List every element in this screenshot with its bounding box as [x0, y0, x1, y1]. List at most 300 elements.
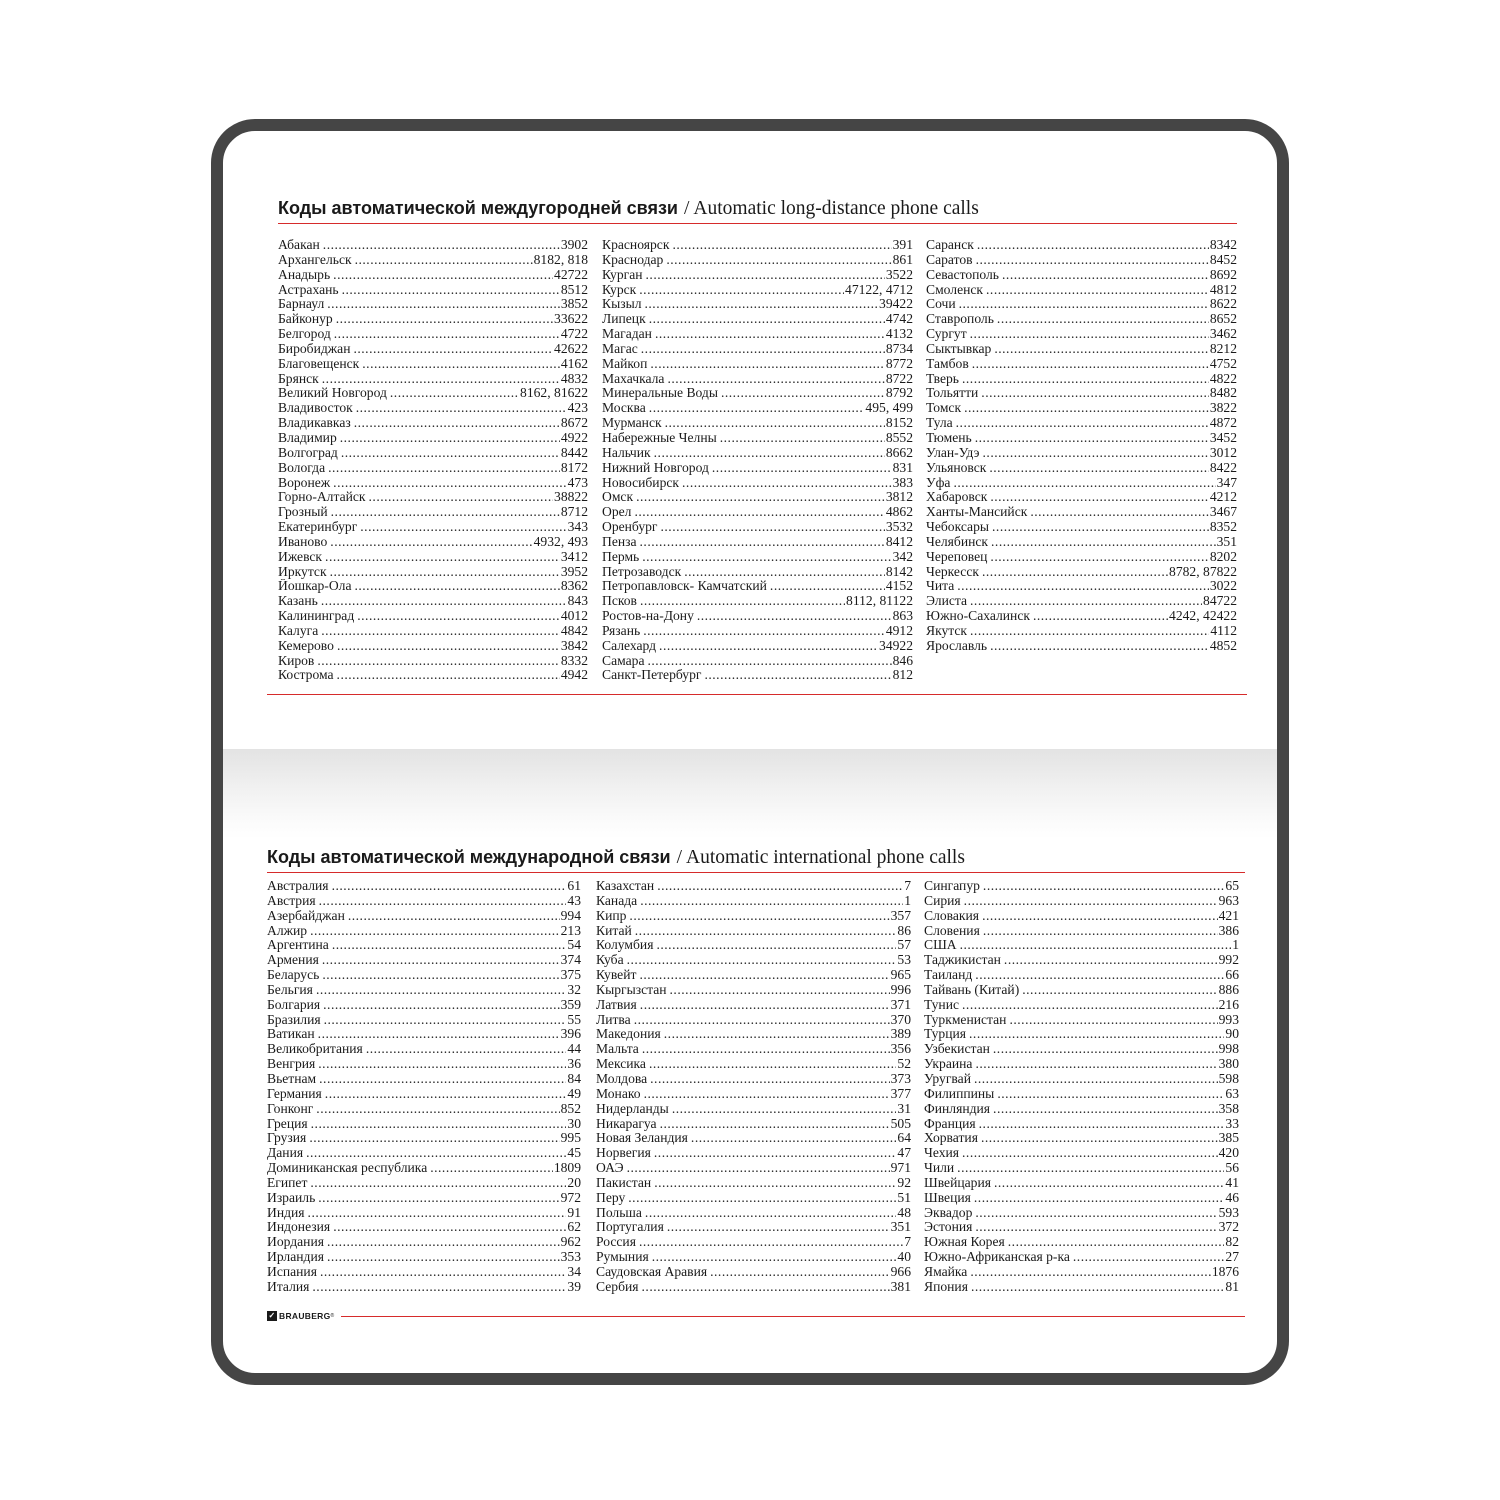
city-code-entry — [602, 312, 913, 327]
city-code-entry — [278, 386, 588, 401]
dialing-code: 962 — [560, 1235, 581, 1250]
dot-leader — [684, 565, 885, 580]
dot-leader — [362, 357, 560, 372]
country-code-entry — [267, 894, 581, 909]
country-code-entry — [596, 1013, 911, 1028]
dialing-code: 57 — [897, 938, 911, 953]
country-code-entry — [267, 983, 581, 998]
dot-leader — [316, 983, 566, 998]
country-name: Словения — [924, 923, 980, 938]
domestic-section-title — [278, 193, 1237, 223]
country-code-entry — [924, 953, 1239, 968]
country-code-entry — [596, 1057, 911, 1072]
dot-leader — [634, 1013, 890, 1028]
dot-leader — [712, 461, 892, 476]
dot-leader — [1009, 1013, 1217, 1028]
city-name: Калуга — [278, 623, 319, 638]
city-code-entry — [602, 490, 913, 505]
dialing-code: 8212 — [1209, 341, 1237, 356]
city-name: Тольятти — [926, 386, 979, 401]
city-code-entry — [278, 476, 588, 491]
dot-leader — [972, 357, 1209, 372]
city-name: Магас — [602, 341, 638, 356]
dialing-code: 381 — [890, 1279, 911, 1294]
country-code-entry — [924, 1191, 1239, 1206]
dot-leader — [309, 1131, 559, 1146]
dialing-code: 4742 — [885, 312, 913, 327]
country-code-entry — [267, 968, 581, 983]
city-code-entry — [278, 327, 588, 342]
city-code-entry — [278, 283, 588, 298]
country-name: Германия — [267, 1086, 322, 1101]
city-code-entry — [278, 639, 588, 654]
country-code-entry — [924, 1176, 1239, 1191]
dialing-code: 31 — [897, 1101, 911, 1116]
dialing-code: 4842 — [560, 623, 588, 638]
dialing-code: 4812 — [1209, 282, 1237, 297]
dialing-code: 4912 — [885, 623, 913, 638]
international-title-rule — [267, 872, 1245, 873]
dot-leader — [330, 565, 560, 580]
title-separator: / — [676, 847, 683, 868]
dialing-code: 3467 — [1209, 505, 1237, 520]
dot-leader — [964, 894, 1218, 909]
city-code-entry — [602, 594, 913, 609]
city-name: Тверь — [926, 371, 959, 386]
country-name: США — [924, 938, 957, 953]
dialing-code: 373 — [890, 1071, 911, 1086]
city-code-entry — [926, 312, 1237, 327]
city-code-entry — [278, 253, 588, 268]
city-code-entry — [926, 550, 1237, 565]
dot-leader — [990, 550, 1208, 565]
dialing-code: 4752 — [1209, 356, 1237, 371]
dot-leader — [975, 1057, 1217, 1072]
dialing-code: 4852 — [1209, 638, 1237, 653]
city-name: Ростов-на-Дону — [602, 609, 694, 624]
country-name: Литва — [596, 1012, 631, 1027]
dialing-code: 852 — [560, 1101, 581, 1116]
dot-leader — [308, 1206, 567, 1221]
city-name: Псков — [602, 594, 637, 609]
city-code-entry — [602, 550, 913, 565]
dot-leader — [997, 1087, 1224, 1102]
dot-leader — [666, 253, 891, 268]
dot-leader — [360, 520, 566, 535]
dot-leader — [627, 953, 897, 968]
dialing-code: 370 — [890, 1012, 911, 1027]
dialing-code: 371 — [890, 997, 911, 1012]
dot-leader — [635, 924, 897, 939]
country-name: Пакистан — [596, 1175, 652, 1190]
city-name: Элиста — [926, 594, 968, 609]
dialing-code: 62 — [567, 1220, 581, 1235]
city-name: Вологда — [278, 460, 326, 475]
country-code-entry — [596, 1027, 911, 1042]
country-name: Израиль — [267, 1190, 316, 1205]
country-code-entry — [596, 1042, 911, 1057]
city-name: Владимир — [278, 430, 337, 445]
city-code-entry — [602, 446, 913, 461]
country-name: Финляндия — [924, 1101, 991, 1116]
dot-leader — [970, 327, 1209, 342]
dot-leader — [321, 594, 567, 609]
dot-leader — [336, 312, 553, 327]
country-name: Южно-Африканская р-ка — [924, 1250, 1070, 1265]
country-name: Южная Корея — [924, 1235, 1005, 1250]
dot-leader — [976, 253, 1209, 268]
dot-leader — [430, 1161, 553, 1176]
dot-leader — [318, 1191, 559, 1206]
country-code-entry — [267, 879, 581, 894]
country-name: Монако — [596, 1086, 641, 1101]
dialing-code: 8552 — [885, 430, 913, 445]
city-name: Сочи — [926, 297, 956, 312]
city-code-entry — [602, 535, 913, 550]
brauberg-logo — [267, 1311, 335, 1321]
city-code-entry — [926, 565, 1237, 580]
dialing-code: 54 — [567, 938, 581, 953]
country-name: Словакия — [924, 908, 980, 923]
city-name: Екатеринбург — [278, 520, 358, 535]
dialing-code: 7 — [904, 879, 911, 893]
dot-leader — [354, 579, 559, 594]
city-code-entry — [278, 268, 588, 283]
country-name: Бразилия — [267, 1012, 321, 1027]
dot-leader — [655, 327, 885, 342]
country-code-entry — [924, 1013, 1239, 1028]
dot-leader — [645, 1206, 896, 1221]
country-code-entry — [267, 909, 581, 924]
dot-leader — [1008, 1235, 1225, 1250]
dot-leader — [323, 998, 559, 1013]
dialing-code: 4212 — [1209, 490, 1237, 505]
dot-leader — [322, 968, 559, 983]
dialing-code: 8652 — [1209, 312, 1237, 327]
dot-leader — [981, 386, 1209, 401]
dot-leader — [330, 535, 532, 550]
dialing-code: 812 — [892, 668, 913, 683]
dot-leader — [337, 668, 560, 683]
footer-rule — [341, 1316, 1246, 1317]
dialing-code: 4872 — [1209, 416, 1237, 431]
country-code-entry — [267, 1042, 581, 1057]
dot-leader — [649, 312, 885, 327]
dot-leader — [650, 1072, 889, 1087]
country-code-entry — [267, 1235, 581, 1250]
city-name: Красноярск — [602, 238, 670, 252]
dialing-code: 213 — [560, 923, 581, 938]
dialing-code: 423 — [567, 401, 588, 416]
dot-leader — [659, 639, 878, 654]
dot-leader — [981, 1131, 1218, 1146]
dialing-code: 90 — [1225, 1027, 1239, 1042]
dialing-code: 8772 — [885, 356, 913, 371]
country-name: Вьетнам — [267, 1071, 317, 1086]
city-name: Пенза — [602, 534, 637, 549]
dialing-code: 971 — [890, 1161, 911, 1176]
dot-leader — [672, 1102, 897, 1117]
dot-leader — [971, 1280, 1224, 1295]
dot-leader — [642, 1280, 890, 1295]
city-code-entry — [926, 342, 1237, 357]
country-name: Филиппины — [924, 1086, 995, 1101]
country-name: Болгария — [267, 997, 321, 1012]
dialing-code: 64 — [897, 1131, 911, 1146]
city-name: Кызыл — [602, 297, 642, 312]
country-code-entry — [924, 1117, 1239, 1132]
city-name: Воронеж — [278, 475, 331, 490]
dialing-code: 4922 — [560, 430, 588, 445]
dot-leader — [318, 1027, 560, 1042]
country-name: Грузия — [267, 1131, 307, 1146]
country-code-entry — [596, 1206, 911, 1221]
dialing-code: 3522 — [885, 267, 913, 282]
city-name: Чебоксары — [926, 520, 990, 535]
country-name: Сирия — [924, 893, 961, 908]
country-code-entry — [267, 1280, 581, 1295]
dialing-code: 375 — [560, 968, 581, 983]
city-name: Пермь — [602, 549, 640, 564]
city-name: Тамбов — [926, 356, 969, 371]
dot-leader — [640, 894, 903, 909]
city-name: Байконур — [278, 312, 333, 327]
city-code-entry — [602, 639, 913, 654]
city-code-entry — [602, 327, 913, 342]
city-code-entry — [602, 372, 913, 387]
dot-leader — [354, 416, 560, 431]
city-name: Минеральные Воды — [602, 386, 718, 401]
dialing-code: 359 — [560, 997, 581, 1012]
dialing-code: 33 — [1225, 1116, 1239, 1131]
dot-leader — [642, 550, 891, 565]
country-code-entry — [596, 894, 911, 909]
dot-leader — [327, 297, 560, 312]
dialing-code: 3452 — [1209, 430, 1237, 445]
dot-leader — [982, 909, 1218, 924]
dot-leader — [975, 1206, 1217, 1221]
dialing-code: 4132 — [885, 327, 913, 342]
city-code-entry — [602, 253, 913, 268]
dot-leader — [704, 668, 891, 683]
country-name: Иордания — [267, 1235, 324, 1250]
city-name: Южно-Сахалинск — [926, 609, 1030, 624]
dot-leader — [969, 1027, 1224, 1042]
dot-leader — [321, 624, 560, 639]
dialing-code: 8662 — [885, 445, 913, 460]
dot-leader — [989, 461, 1208, 476]
dot-leader — [319, 1072, 566, 1087]
dot-leader — [649, 1057, 896, 1072]
city-code-entry — [278, 416, 588, 431]
country-code-entry — [596, 1176, 911, 1191]
dot-leader — [357, 609, 560, 624]
country-code-entry — [267, 1027, 581, 1042]
city-name: Махачкала — [602, 371, 665, 386]
city-name: Брянск — [278, 371, 319, 386]
dialing-code: 51 — [897, 1190, 911, 1205]
dialing-code: 47 — [897, 1146, 911, 1161]
country-name: Тайвань (Китай) — [924, 982, 1020, 997]
dot-leader — [959, 297, 1209, 312]
dot-leader — [661, 520, 885, 535]
dialing-code: 32 — [567, 982, 581, 997]
city-name: Курган — [602, 267, 643, 282]
dialing-code: 8352 — [1209, 520, 1237, 535]
city-name: Белгород — [278, 327, 331, 342]
country-code-entry — [596, 968, 911, 983]
country-code-entry — [924, 1250, 1239, 1265]
dot-leader — [331, 505, 560, 520]
city-code-entry — [278, 431, 588, 446]
country-code-entry — [924, 924, 1239, 939]
country-name: Сингапур — [924, 879, 980, 893]
dialing-code: 8482 — [1209, 386, 1237, 401]
country-name: Беларусь — [267, 968, 320, 983]
dot-leader — [317, 654, 559, 669]
country-code-entry — [596, 1087, 911, 1102]
city-name: Набережные Челны — [602, 430, 717, 445]
dialing-code: 84 — [567, 1071, 581, 1086]
dot-leader — [327, 1235, 560, 1250]
dot-leader — [1002, 268, 1209, 283]
dot-leader — [325, 1087, 567, 1102]
country-code-entry — [924, 998, 1239, 1013]
city-name: Череповец — [926, 549, 988, 564]
city-name: Ульяновск — [926, 460, 987, 475]
dialing-code: 386 — [1218, 923, 1239, 938]
country-name: Уругвай — [924, 1071, 971, 1086]
dialing-code: 996 — [890, 982, 911, 997]
city-name: Астрахань — [278, 282, 339, 297]
city-code-entry — [278, 297, 588, 312]
dot-leader — [664, 1027, 890, 1042]
country-code-entry — [267, 1131, 581, 1146]
dialing-code: 391 — [892, 238, 913, 252]
dot-leader — [356, 401, 567, 416]
country-name: Чехия — [924, 1146, 960, 1161]
city-code-entry — [926, 401, 1237, 416]
dot-leader — [322, 953, 560, 968]
country-name: Канада — [596, 893, 638, 908]
dialing-code: 421 — [1218, 908, 1239, 923]
dialing-code: 1809 — [553, 1161, 581, 1176]
dialing-code: 4152 — [885, 579, 913, 594]
city-name: Сургут — [926, 327, 967, 342]
dot-leader — [642, 1042, 890, 1057]
country-name: Алжир — [267, 923, 308, 938]
registered-mark: ® — [330, 1313, 335, 1319]
city-code-entry — [278, 550, 588, 565]
dialing-code: 8712 — [560, 505, 588, 520]
city-code-entry — [926, 386, 1237, 401]
dialing-code: 383 — [892, 475, 913, 490]
domestic-codes-section — [278, 193, 1237, 683]
dialing-code: 33622 — [554, 312, 588, 327]
dialing-code: 3022 — [1209, 579, 1237, 594]
dot-leader — [348, 909, 560, 924]
dot-leader — [639, 1235, 903, 1250]
country-name: Кувейт — [596, 968, 637, 983]
dot-leader — [654, 446, 885, 461]
city-code-entry — [602, 268, 913, 283]
country-name: Никарагуа — [596, 1116, 657, 1131]
dot-leader — [990, 639, 1209, 654]
dialing-code: 42722 — [554, 267, 588, 282]
dialing-code: 47122, 4712 — [845, 282, 913, 297]
dialing-code: 4862 — [885, 505, 913, 520]
international-column — [924, 879, 1239, 1295]
country-name: Мексика — [596, 1057, 646, 1072]
dialing-code: 593 — [1218, 1205, 1239, 1220]
city-code-entry — [278, 594, 588, 609]
dot-leader — [657, 879, 903, 894]
country-name: Туркменистан — [924, 1012, 1007, 1027]
country-name: Индонезия — [267, 1220, 331, 1235]
city-name: Ханты-Мансийск — [926, 505, 1028, 520]
dialing-code: 8512 — [560, 282, 588, 297]
dot-leader — [962, 1146, 1218, 1161]
dialing-code: 3462 — [1209, 327, 1237, 342]
dot-leader — [306, 1146, 566, 1161]
international-column — [596, 879, 911, 1295]
city-name: Нижний Новгород — [602, 460, 709, 475]
city-code-entry — [926, 297, 1237, 312]
country-code-entry — [924, 1102, 1239, 1117]
country-code-entry — [924, 1235, 1239, 1250]
country-code-entry — [267, 1087, 581, 1102]
country-code-entry — [924, 1265, 1239, 1280]
country-name: Кыргызстан — [596, 982, 667, 997]
country-name: Венгрия — [267, 1057, 316, 1072]
city-name: Магадан — [602, 327, 652, 342]
dot-leader — [640, 998, 890, 1013]
country-name: Тунис — [924, 997, 960, 1012]
dialing-code: 8412 — [885, 534, 913, 549]
dot-leader — [634, 505, 884, 520]
country-code-entry — [596, 1146, 911, 1161]
city-code-entry — [602, 654, 913, 669]
dot-leader — [992, 520, 1209, 535]
page-footer — [267, 1309, 1245, 1323]
city-name: Хабаровск — [926, 490, 988, 505]
dot-leader — [340, 431, 560, 446]
city-code-entry — [926, 283, 1237, 298]
country-name: Чили — [924, 1161, 955, 1176]
dot-leader — [310, 924, 560, 939]
city-name: Нальчик — [602, 445, 651, 460]
dot-leader — [710, 1265, 889, 1280]
city-code-entry — [926, 535, 1237, 550]
dot-leader — [639, 283, 844, 298]
city-code-entry — [278, 668, 588, 683]
dot-leader — [654, 1146, 897, 1161]
dialing-code: 216 — [1218, 997, 1239, 1012]
country-name: Сербия — [596, 1279, 639, 1294]
city-code-entry — [926, 624, 1237, 639]
country-name: Австрия — [267, 893, 316, 908]
country-name: Индия — [267, 1205, 305, 1220]
international-codes-section — [267, 842, 1245, 1295]
country-name: Испания — [267, 1264, 317, 1279]
country-code-entry — [267, 924, 581, 939]
dialing-code: 8722 — [885, 371, 913, 386]
dialing-code: 42622 — [554, 341, 588, 356]
dialing-code: 965 — [890, 968, 911, 983]
city-name: Грозный — [278, 505, 328, 520]
city-name: Рязань — [602, 623, 641, 638]
dialing-code: 92 — [897, 1175, 911, 1190]
